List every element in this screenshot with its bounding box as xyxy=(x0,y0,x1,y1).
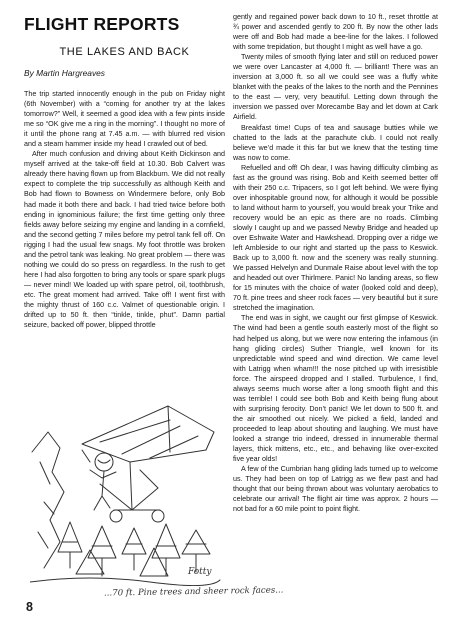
body-paragraph: gently and regained power back down to 10 ft., reset throttle at ¾ power and ascended gently to 200 ft. By now the other lads were off and Bob had made a bee-line for the lakes. I followed with some trepidation, but thought I might as well have a go. xyxy=(233,13,438,52)
left-body-text xyxy=(24,89,225,330)
left-column xyxy=(24,14,225,330)
pilot-drawing xyxy=(82,450,116,510)
illustration-caption: ...70 ft. Pine trees and sheer rock faces... xyxy=(103,585,284,599)
section-title: FLIGHT REPORTS xyxy=(24,14,180,34)
body-paragraph: The end was in sight, we caught our first glimpse of Keswick. The wind had been a gentle south easterly most of the flight so had helped us along, but we were now entering the infamous (in hang gliding circles) Suther Triangle, well known for its unpredictable wind speed and wind direction. We came level with Latrigg when wham!!! the nose pitched up with irresistible force. The airspeed dropped and I stalled. Turbulence, I find, always seems much worse after a long smooth flight and this was terrible! I could see both Bob and Keith being flung about with surprising ferocity. Don’t panic! We let down to 500 ft. and the air smoothed out nicely. We picked a field, landed and proceeded to leap about shouting and laughing. We must have looked a strange trio indeed, dressed in innumerable thermal layers, thick mittens, etc., etc., and behaving like over-excited five year olds! xyxy=(233,314,438,464)
body-paragraph: The trip started innocently enough in the pub on Friday night (6th November) with a “coming for another try at the lakes tomorrow?” Well, it seemed a good idea with a few pints inside me so “OK give me a ring in the morning”. I thought no more of it until the phone rang at 7.45 a.m. — with blurred red vision and a steam hammer inside my head I crawled out of bed. xyxy=(24,90,225,149)
page-number: 8 xyxy=(26,600,33,614)
trike-frame-drawing xyxy=(100,462,164,522)
right-body-text xyxy=(233,12,438,514)
body-paragraph: Refuelled and off! Oh dear, I was having difficulty climbing as fast as the ground was rising. Bob and Keith seemed better off with their 250 c.c. Tripacers, so I got left behind. We were flying over inhospitable ground now, for although it would be possible to land without harm to yourself, you would break your Trike and recovery would be an epic as there are no roads. Climbing slowly I caught up and we passed Newby Bridge and headed up over Eshwaite Water and Hawkshead. Dropping over a ridge we left Ambleside to our right and started up the pass to Keswick. Back up to 3,000 ft. now and the scenery was really stunning. We passed Helvelyn and Dunmale Raise about level with the top and headed out over Thirlmere. Panic! No landing areas, so flew for 15 minutes with the choice of water (looked cold and deep), 70 ft. pine trees and sheer rock faces — very beautiful but it sure stretched the imagination. xyxy=(233,163,438,313)
rock-face-drawing xyxy=(32,432,64,568)
article-byline: By Martin Hargreaves xyxy=(24,68,105,78)
article-title: THE LAKES AND BACK xyxy=(59,46,190,58)
body-paragraph: Breakfast time! Cups of tea and sausage butties while we chatted to the lads at the parachute club. I could not really believe we’d made it this far but we knew that the testing time was now to come. xyxy=(233,123,438,162)
right-column xyxy=(233,12,438,514)
body-paragraph: A few of the Cumbrian hang gliding lads turned up to welcome us. They had been on top of Latrigg as we flew past and had thought that our being thrown about was voluntary aerobatics to celebrate our arrival! The flight air time was approx. 2 hours — not bad for a 60 mile point to point flight. xyxy=(233,465,438,514)
artist-signature: Fotty xyxy=(188,567,212,577)
cartoon-illustration xyxy=(30,392,222,612)
body-paragraph: After much confusion and driving about Keith Dickinson and myself arrived at the take-off field at 10.30. Bob Calvert was already there having flown up from Blackburn. We did not really expect to complete the trip successfully as although Keith and Bob had flown to Bowness on Windermere before, only Bob had made it both there and back. I had tried twice before both ending in ignominious failure; the first time getting only three fields away before seizing my engine and landing in a cornfield, and the second getting 7 miles before my petrol tank fell off. On rigging I had the usual few snags. My foot throttle was broken and the petrol tank was leaking. No great problem — there was nothing we could do so press on regardless. In the rush to get here I had also forgotten to bring any tools or spare spark plugs — never mind! We loaded up with spare petrol, oil, toothbrush, etc. The great moment had arrived. Take off! I went first with the mighty thrust of 160 c.c. Valmet of questionable origin. I drifted up to 50 ft. then “tinkle, tinkle, phut”. Damn partial seizure, backed off power, blipped throttle xyxy=(24,150,225,330)
body-paragraph: Twenty miles of smooth flying later and still on reduced power we were over Lancaster at 4,000 ft. — brilliant! There was an inversion at 3,000 ft. so all we could see was a fluffy white blanket with the peaks of the lakes to the north and the Pennines to the east — very, very beautiful. Letting down through the inversion we passed over Morecambe Bay and let down at Cark Airfield. xyxy=(233,53,438,122)
